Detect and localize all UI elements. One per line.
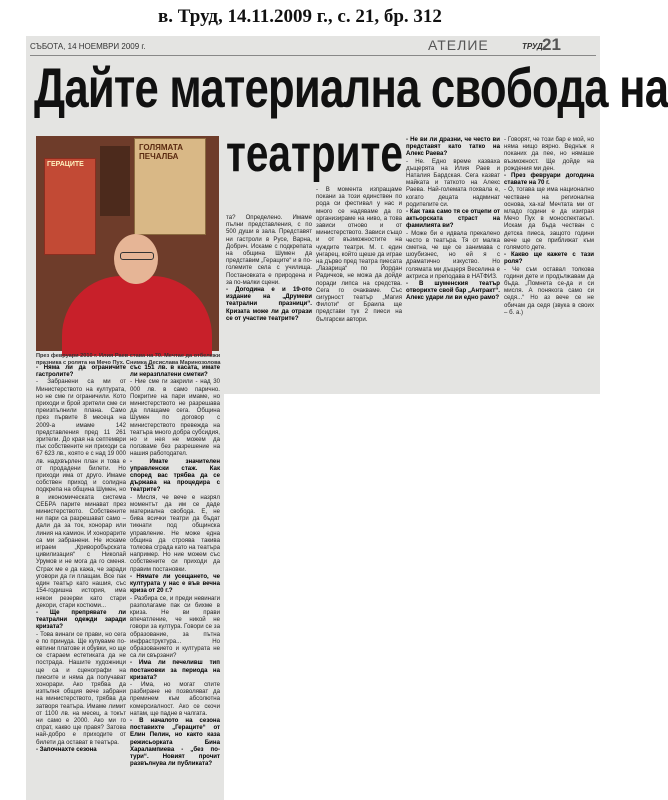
interview-question: - Какво ще кажете с тази роля? bbox=[504, 251, 594, 266]
interview-question: - В шуменския театър отворихте свой бар „Антракт“. Алекс удари ли ви едно рамо? bbox=[406, 280, 500, 302]
page-header bbox=[26, 35, 600, 54]
column-text: - Може би е идвала прекалено често в театъра. Тя от малка сметна, че ще се занимава с шоубизнес, но ей я с драматично изкуство. Но голямата ми дъщеря Веселина е актриса и преподава в НАТФИЗ. bbox=[406, 229, 500, 280]
person-red-sweater bbox=[62, 276, 212, 356]
poster-geracite-title: ГЕРАЦИТЕ bbox=[47, 161, 84, 168]
column-text: - В момента изпращаме покани за този единствен по рода си фестивал у нас и много се надяваме да го организираме на ниво, а това зависи отново и от министерството. Зависи също и от възможностите на чуждите театри. М. г. един унгарец, който щеше да играе на дърво пред театра пиесата „Лазарица“ по Йордан Радичков, не можа да дойде поради липса на средства. Сега го очакваме. Със сигурност театър „Магия Филоти“ от Браила ще представи тук 2 пиеси на български автори. bbox=[316, 186, 402, 323]
newspaper-logo: ТРУД bbox=[522, 42, 543, 51]
column-text: - Ние сме ги закрили - над 30 000 лв. в само парично. Покритие на пари имаме, но министерството не разрешава да плащаме сега. Община Шумен по договор с министерството превежда на театъра много добра субсидия, но и нея не можем да ползваме без разрешение на нашия работодател. bbox=[130, 378, 220, 458]
headline-line-2: театрите bbox=[226, 125, 403, 183]
interview-question: - През февруари догодина ставате на 70 г. bbox=[504, 172, 594, 187]
column-text: - Разбира се, и преди невинаги разполагаме пак си бихме в криза. Не ви прави впечатление, че никой не говори за култура. Говори се за образование, за пътна инфраструктура... Но образованието и културата не са ли свързани? bbox=[130, 594, 220, 660]
blank-area bbox=[224, 394, 600, 800]
interview-question: - Започнахте сезона bbox=[36, 745, 97, 753]
clipping-source-caption: в. Труд, 14.11.2009 г., с. 21, бр. 312 bbox=[158, 6, 442, 27]
article-column-5 bbox=[36, 364, 126, 753]
poster-pechalba-title: ГОЛЯМАТА ПЕЧАЛБА bbox=[139, 143, 184, 161]
interview-question: - Не ви ли дразни, че често ви представят като татко на Алекс Раева? bbox=[406, 136, 500, 158]
column-text: - Че съм оставал толкова години дете и продължавам да бъда. „Помнета се-да и си мисля. А понякога само си седя...“ Но аз вече се не обичам да седя (звука в своих – б. а.) bbox=[504, 265, 594, 316]
article-column-3 bbox=[406, 136, 500, 302]
poster-dark bbox=[100, 146, 130, 216]
article-column-4 bbox=[504, 136, 594, 316]
article-column-6 bbox=[130, 364, 220, 767]
column-text: - О, тогава ще има национално честване на регионална основа, ха-ха! Мечтата ми от младо години е да изиграя Мечо Пух в моноспектакъл. Искам да бъда честван с детска пиеса, защото години вече ще се приближат към голямото дете. bbox=[504, 186, 594, 252]
interview-question: - Нямате ли усещането, че културата у нас е във вечна криза от 20 г.? bbox=[130, 572, 220, 595]
poster-geracite bbox=[44, 158, 96, 255]
photo-caption: През февруари 2010 г. Илия Раев става на 70. Мечтае да отбележи празника с ролята на Мечо Пух. Снимка Десислава Маринозолова bbox=[36, 353, 221, 366]
poster-pechalba bbox=[134, 138, 206, 235]
issue-date: СЪБОТА, 14 НОЕМВРИ 2009 г. bbox=[30, 42, 146, 51]
interview-question: - В началото на сезона поставихте „Гераците“ от Елин Пелин, но както каза режисьорката Бина Харалампиева - „без по-тури“. Новият прочит развълнува ли публиката? bbox=[130, 716, 220, 768]
interview-question: със 151 лв. в касата, имате ли неразплатени сметки? bbox=[130, 364, 220, 379]
interview-question: - Догодина е и 19-ото издание на „Друмеви театрални празници“. Кризата може ли да отрази се от участие театрите? bbox=[226, 286, 312, 322]
headline-line-1: Дайте материална свобода на bbox=[34, 56, 668, 119]
column-text: - Има, но могат спите разбиране не позволяват да преминем към абсолютна комерсиалност. Ако се скочи натам, ще падне в чалгата. bbox=[130, 680, 220, 717]
interview-question: - Няма ли да ограничите гастролите? bbox=[36, 364, 126, 379]
article-column-2 bbox=[316, 186, 402, 323]
article-column-1 bbox=[226, 214, 312, 322]
interview-question: - Имате значителен управленски стаж. Как според вас трябва да се държава на процедира с театрите? bbox=[130, 457, 220, 494]
column-text: - Говорят, че този бар е мой, но няма нищо вярно. Веднъж я поканих да пее, но нямаше възможност. Ще дойде на рождения ми ден. bbox=[504, 136, 594, 172]
interview-question: - Как така само тя се отцепи от актьорската страст на фамилията ви? bbox=[406, 208, 500, 230]
interview-question: - Има ли печеливш тип постановки за периода на кризата? bbox=[130, 659, 220, 681]
page-number: 21 bbox=[542, 35, 561, 54]
newspaper-clipping bbox=[26, 35, 668, 800]
column-text: - Мисля, че вече е назрял моментът да им се даде материална свобода. Е, не бива всички театри да бъдат тикнати под общинска управление. Не може една община да строява такива толкова сграда като на театъра например. Но ние можем със собствените си приходи да правим постановки. bbox=[130, 493, 220, 573]
glasses-icon bbox=[120, 252, 154, 260]
article-photo bbox=[36, 136, 219, 351]
interview-question: - Ще препрявате ли театрални одежди заради кризата? bbox=[36, 608, 126, 631]
column-text: - Забранени са ми от Министерството на културата, но не сме ги ограничили. Кото приходи и брой зрители сме си преизпълнили плана. Само през първите 8 месеца на 2009-а имаме 142 представления пред 11 261 зрители. До края на септември пък собствените ни приходи са 67 623 лв., която е с над 19 000 лв. надхвърлен план и това е от продадени билети. Но приходи има от друго. Имаме собствен приход и солидна подкрепа на община Шумен, но в икономическата система СЕБРА парите минават през министерството. Собствените ни пари са разрешават само – дали да за ток, хонорар или линия на камион. И хонорарите са ми забранени. Не искаме играем „Криворобърската цивилизация“ с Николай Урумов и не мога да го сменя. Страх ме е да кажа, че заради уговори да ги плащам. Все пак един театър като нашия, със 154-годишна история, има някои резерви като стари декори, стари костюми... bbox=[36, 378, 126, 609]
column-text: - Не. Едно време казваха дъщерята на Илия Раев и Наталия Бардская. Сега казват майката и таткото на Алекс Раева. Най-големата похвала е, когато децата надминат родителите си. bbox=[406, 157, 500, 208]
column-text: - Това винаги се прави, но сега е по принуда. Ще купуваме по-евтини платове и обувки, но ще се стараем естетиката да не пострада. Нашите художници ще са и сценографи на пиесите и няма да получават хонорари. Ако трябва да изпълня общия вече забрани на министерството, трябва да затворя театъра. Имаме лимит от 1100 лв. на месец, а токът ни само е 2000. Ако ми го спрат, какво ще правя? Затова най-добро е приходите от билети да остават в театъра. bbox=[36, 630, 126, 746]
section-name: АТЕЛИЕ bbox=[428, 37, 489, 53]
column-text: та? Определено. Имаме пълни представления, с по 500 души в зала. Представят ни гастроли в Русе, Варна, Добрич. Искаме с подкрепата на община Шумен да представим „Гераците“ и в по-големите села с училища. Постановката е природена и за по-малки сцени. bbox=[226, 214, 312, 286]
